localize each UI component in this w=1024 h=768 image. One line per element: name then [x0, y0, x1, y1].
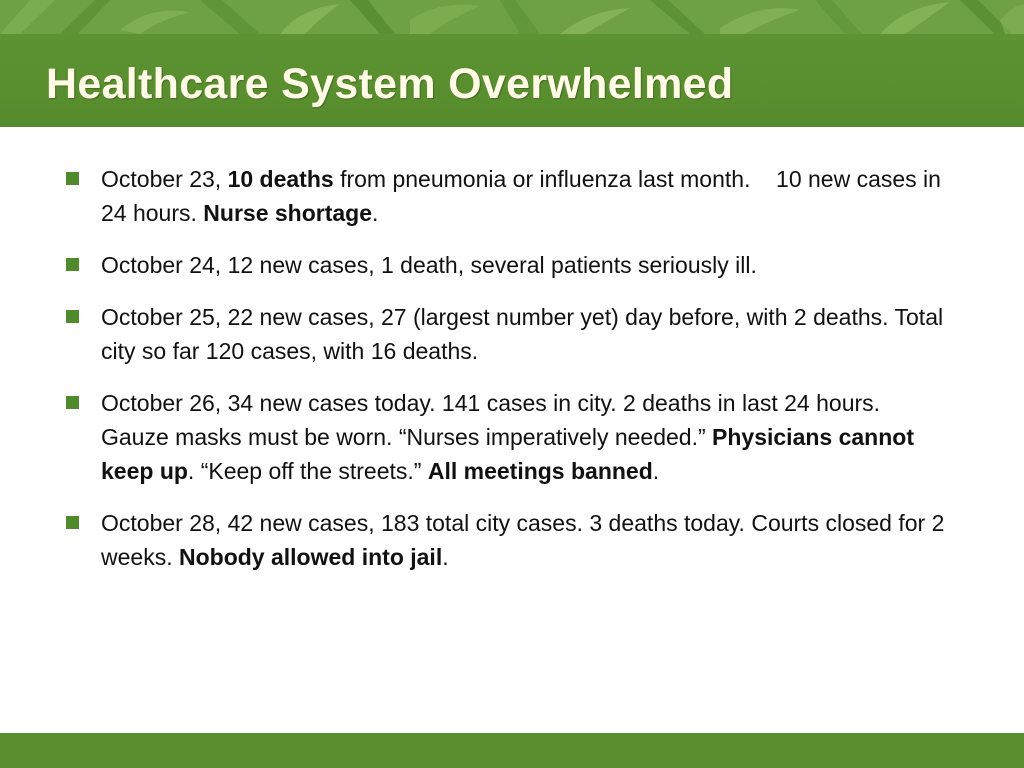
text-segment: . [442, 544, 449, 570]
text-segment: October 28, 42 new cases, 183 total city cases. 3 deaths today. Courts closed for 2 weeks. [101, 510, 945, 570]
text-segment: . [372, 200, 379, 226]
text-segment: October 23, [101, 166, 228, 192]
text-segment: October 26, 34 new cases today. 141 cases in city. 2 deaths in last 24 hours. Gauze masks must be worn. “Nurses imperatively needed.” [101, 390, 881, 450]
text-segment: October 25, 22 new cases, 27 (largest number yet) day before, with 2 deaths. Total city so far 120 cases, with 16 deaths. [101, 304, 944, 364]
bullet-text [101, 304, 943, 364]
bold-text: Nurse shortage [203, 200, 373, 226]
square-bullet-icon [66, 396, 79, 409]
bullet-text [101, 390, 914, 484]
text-segment: . [652, 458, 660, 484]
bold-text: Nobody allowed into jail [178, 544, 443, 570]
bold-text: Physicians cannot keep up [101, 424, 914, 484]
square-bullet-icon [66, 172, 79, 185]
bullet-list [66, 162, 946, 592]
leaf-pattern-icon [0, 0, 1024, 34]
bullet-item [66, 248, 946, 282]
slide-title: Healthcare System Overwhelmed [46, 60, 734, 108]
square-bullet-icon [66, 310, 79, 323]
footer-bar [0, 733, 1024, 768]
bullet-item [66, 300, 946, 368]
title-bar [0, 0, 1024, 127]
square-bullet-icon [66, 516, 79, 529]
text-segment: October 24, 12 new cases, 1 death, several patients seriously ill. [101, 252, 757, 278]
bullet-item [66, 386, 946, 488]
bullet-text [101, 510, 944, 570]
text-segment: from pneumonia or influenza last month. 10 new cases in 24 hours. [101, 166, 941, 226]
bold-text: 10 deaths [227, 166, 334, 192]
bullet-text [101, 166, 941, 226]
decorative-leaf-strip [0, 0, 1024, 34]
bold-text: All meetings banned [427, 458, 653, 484]
bullet-text [101, 252, 757, 278]
bullet-item [66, 506, 946, 574]
square-bullet-icon [66, 258, 79, 271]
bullet-item [66, 162, 946, 230]
text-segment: . “Keep off the streets.” [187, 458, 428, 484]
